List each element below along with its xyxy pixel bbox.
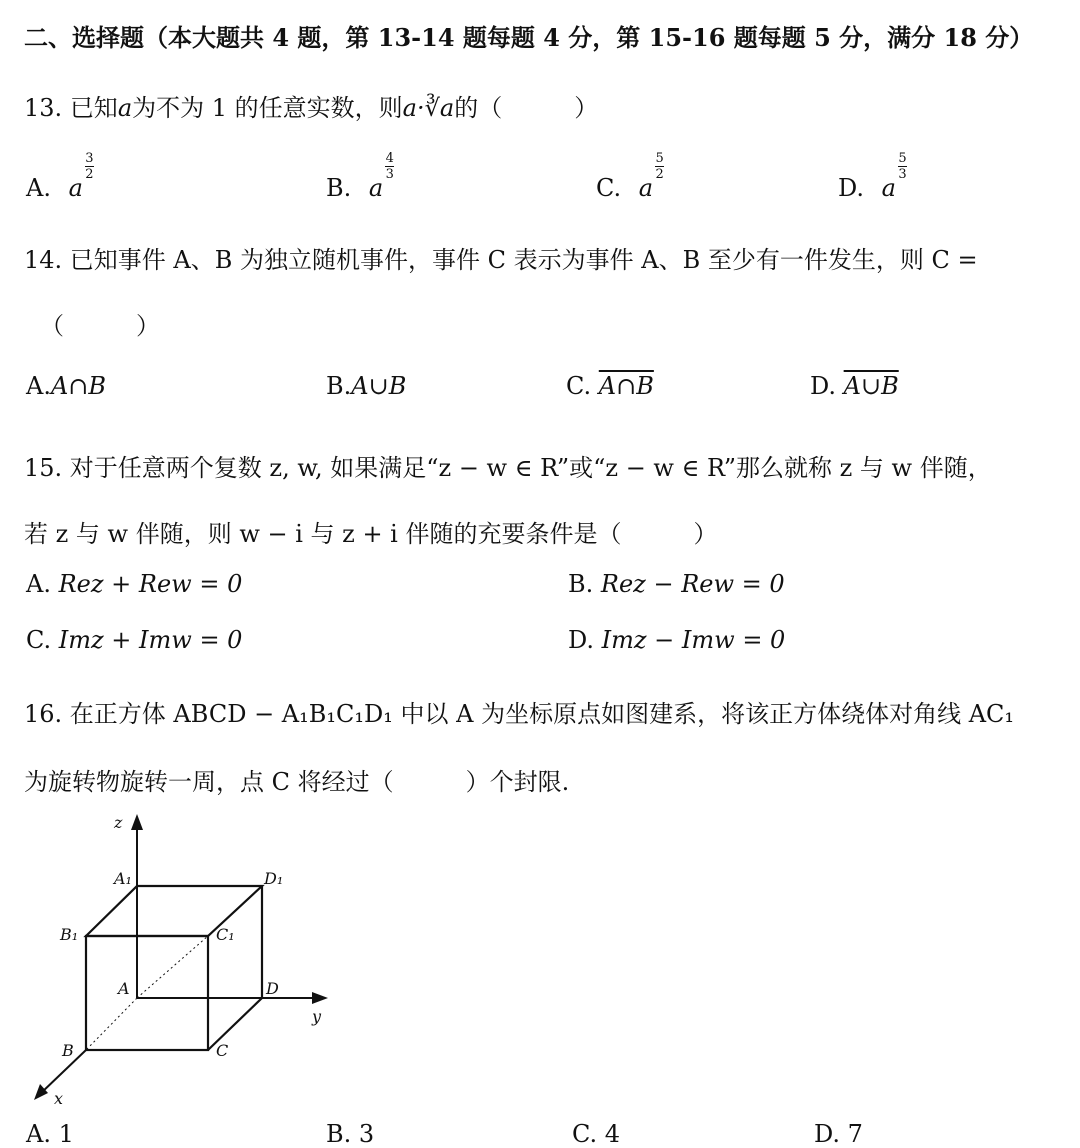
q15-option-c-label: C. (26, 626, 52, 654)
q15-option-b-label: B. (568, 570, 594, 598)
q14-option-a-text: A∩B (50, 372, 107, 400)
label-b: B (62, 1041, 74, 1060)
q13-stem-mid: 为不为 1 的任意实数，则 (132, 94, 403, 122)
q13-option-c-label: C. (596, 174, 622, 202)
q15-option-c-text: Imz + Imw = 0 (58, 626, 243, 654)
q14-option-c-label: C. (566, 372, 592, 400)
q13-option-c-den: 2 (655, 167, 664, 182)
q15-option-b (568, 570, 785, 598)
q15-option-a-text: Rez + Rew = 0 (58, 570, 243, 598)
q16-option-a-text: 1 (58, 1120, 74, 1148)
q13-option-b (326, 151, 394, 202)
question-13-stem (24, 88, 1080, 123)
label-d: D (266, 979, 279, 998)
q14-option-d-text: A∪B (843, 372, 899, 400)
q14-option-a-label: A. (26, 372, 51, 400)
cube-front-face (86, 936, 208, 1050)
q16-option-a-label: A. (26, 1120, 51, 1148)
q16-option-d-text: 7 (847, 1120, 863, 1148)
question-14-line2: （ ） (40, 312, 160, 340)
label-a1: A₁ (114, 869, 132, 888)
q13-stem-prefix: 已知 (69, 94, 118, 122)
q13-option-d (838, 151, 907, 202)
q15-option-a-label: A. (26, 570, 51, 598)
cube-top-face (86, 886, 262, 936)
question-15-line2: 若 z 与 w 伴随，则 w − i 与 z + i 伴随的充要条件是（ ） (24, 520, 718, 548)
q14-option-c (566, 372, 654, 400)
q13-option-a-label: A. (26, 174, 51, 202)
question-15-line1: 15. 对于任意两个复数 z, w, 如果满足“z − w ∈ R”或“z − w ∈ R”那么就称 z 与 w 伴随， (24, 454, 992, 482)
q14-option-c-text: A∩B (598, 372, 654, 400)
q14-option-d-label: D. (810, 372, 837, 400)
y-axis-arrow (312, 992, 328, 1004)
question-16-line2: 为旋转物旋转一周，点 C 将经过（ ）个封限. (24, 768, 570, 796)
q16-option-d-label: D. (814, 1120, 841, 1148)
q15-option-b-text: Rez − Rew = 0 (600, 570, 785, 598)
cube-figure (20, 808, 350, 1108)
q13-expression: a·∛a (402, 94, 455, 122)
label-y: y (312, 1007, 322, 1026)
q13-option-d-den: 3 (898, 167, 907, 182)
q15-option-c (26, 626, 242, 654)
q15-option-a (26, 570, 242, 598)
hidden-edge-ab (86, 998, 137, 1050)
label-d1: D₁ (264, 869, 284, 888)
q14-option-a (26, 372, 106, 400)
label-z: z (114, 813, 123, 832)
label-x: x (54, 1089, 64, 1108)
q13-option-d-base: a (881, 174, 896, 202)
q13-option-b-label: B. (326, 174, 352, 202)
diagonal-ac1 (137, 936, 208, 998)
q14-option-b-label: B. (326, 372, 352, 400)
q13-option-a-den: 2 (85, 167, 94, 182)
x-axis-arrow (34, 1084, 48, 1100)
label-b1: B₁ (60, 925, 79, 944)
q13-option-b-den: 3 (385, 167, 394, 182)
q13-option-d-label: D. (838, 174, 865, 202)
q13-option-a-num: 3 (85, 151, 94, 166)
q13-option-d-num: 5 (898, 151, 907, 166)
q13-option-c (596, 151, 664, 202)
q13-option-a-base: a (68, 174, 83, 202)
q15-option-d-text: Imz − Imw = 0 (601, 626, 786, 654)
q16-option-c-label: C. (572, 1120, 598, 1148)
q15-option-d-label: D. (568, 626, 595, 654)
section-header: 二、选择题（本大题共 4 题，第 13-14 题每题 4 分，第 15-16 题每题 5 分，满分 18 分） (24, 23, 1034, 52)
q13-option-b-base: a (368, 174, 384, 202)
q16-option-b-label: B. (326, 1120, 352, 1148)
q13-option-a (26, 151, 94, 202)
label-c: C (216, 1041, 229, 1060)
q13-var-a: a (117, 94, 133, 122)
q14-option-b (326, 372, 406, 400)
q15-option-d (568, 626, 785, 654)
q13-option-c-base: a (638, 174, 654, 202)
q13-stem-suffix: 的（ ） (454, 94, 599, 122)
label-c1: C₁ (216, 925, 235, 944)
q13-number: 13. (24, 94, 63, 122)
q14-option-d (810, 372, 899, 400)
q16-option-b-text: 3 (358, 1120, 375, 1148)
q13-option-b-num: 4 (385, 151, 394, 166)
q13-option-c-num: 5 (655, 151, 664, 166)
label-a: A (118, 979, 130, 998)
question-14-line1: 14. 已知事件 A、B 为独立随机事件，事件 C 表示为事件 A、B 至少有一件发生，则 C = (24, 246, 978, 274)
z-axis-arrow (131, 814, 143, 830)
q16-option-c-text: 4 (604, 1120, 621, 1148)
question-16-line1: 16. 在正方体 ABCD − A₁B₁C₁D₁ 中以 A 为坐标原点如图建系，将该正方体绕体对角线 AC₁ (24, 700, 1015, 728)
q14-option-b-text: A∪B (351, 372, 407, 400)
